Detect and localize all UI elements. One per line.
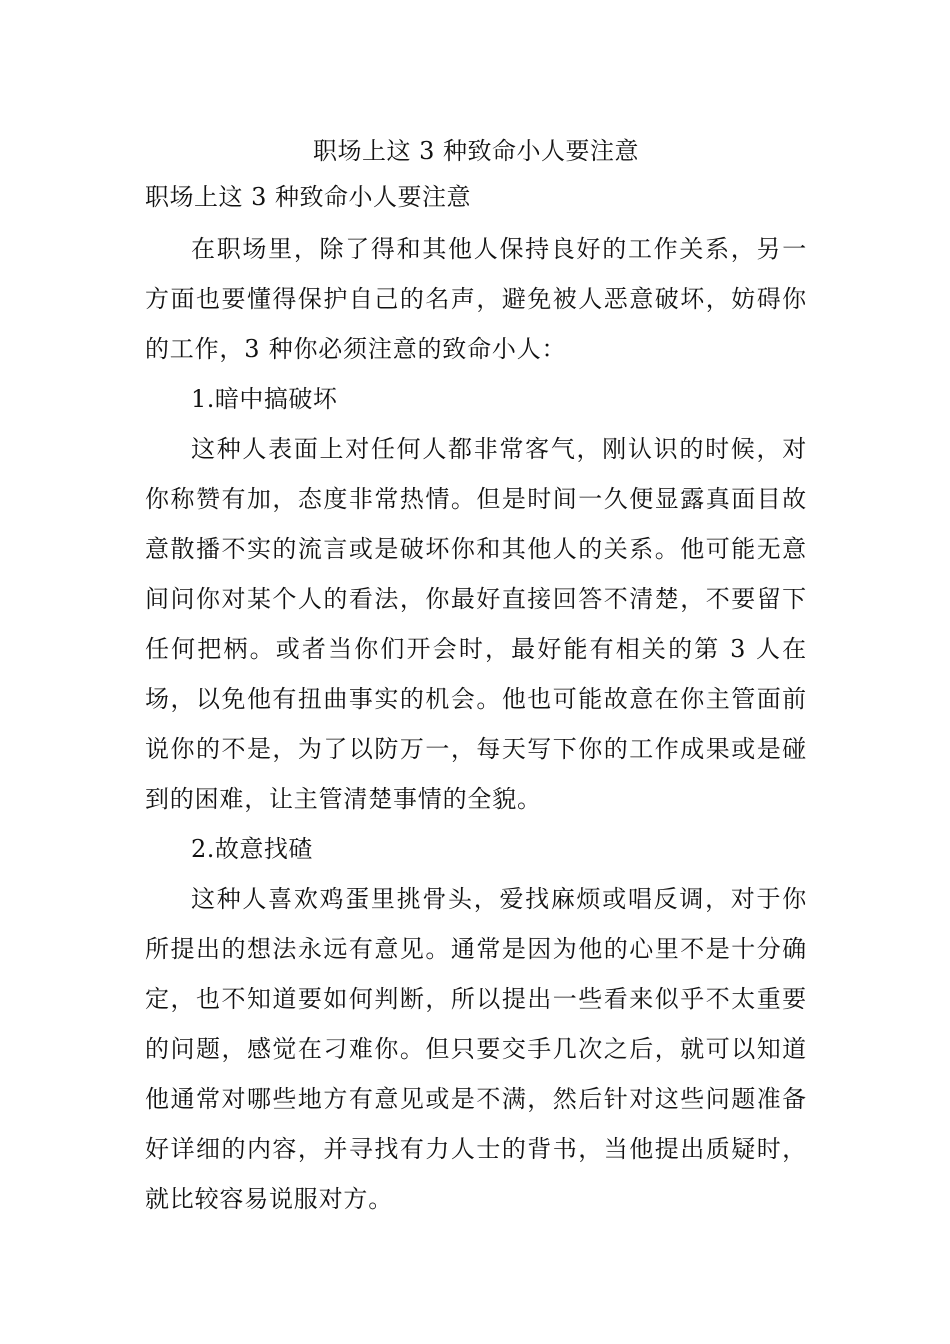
section-heading-1: 1.暗中搞破坏: [191, 385, 338, 413]
section-body-1: 这种人表面上对任何人都非常客气，刚认识的时候，对你称赞有加，态度非常热情。但是时间一久便显露真面目故意散播不实的流言或是破坏你和其他人的关系。他可能无意间问你对某个人的看法，你最好直接回答不清楚，不要留下任何把柄。或者当你们开会时，最好能有相关的第 3 人在场，以免他有扭曲事实的机会。他也可能故意在你主管面前说你的不是，为了以防万一，每天写下你的工作成果或是碰到的困难，让主管清楚事情的全貌。: [145, 435, 807, 813]
document-body: [145, 128, 807, 1224]
section-body-2: 这种人喜欢鸡蛋里挑骨头，爱找麻烦或唱反调，对于你所提出的想法永远有意见。通常是因为他的心里不是十分确定，也不知道要如何判断，所以提出一些看来似乎不太重要的问题，感觉在刁难你。但只要交手几次之后，就可以知道他通常对哪些地方有意见或是不满，然后针对这些问题准备好详细的内容，并寻找有力人士的背书，当他提出质疑时，就比较容易说服对方。: [145, 885, 807, 1213]
section-heading-2: 2.故意找碴: [191, 835, 313, 863]
document-subtitle: 职场上这 3 种致命小人要注意: [145, 183, 472, 211]
page-title: 职场上这 3 种致命小人要注意: [312, 137, 640, 165]
intro-paragraph: 在职场里，除了得和其他人保持良好的工作关系，另一方面也要懂得保护自己的名声，避免被人恶意破坏，妨碍你的工作，3 种你必须注意的致命小人：: [145, 235, 807, 363]
